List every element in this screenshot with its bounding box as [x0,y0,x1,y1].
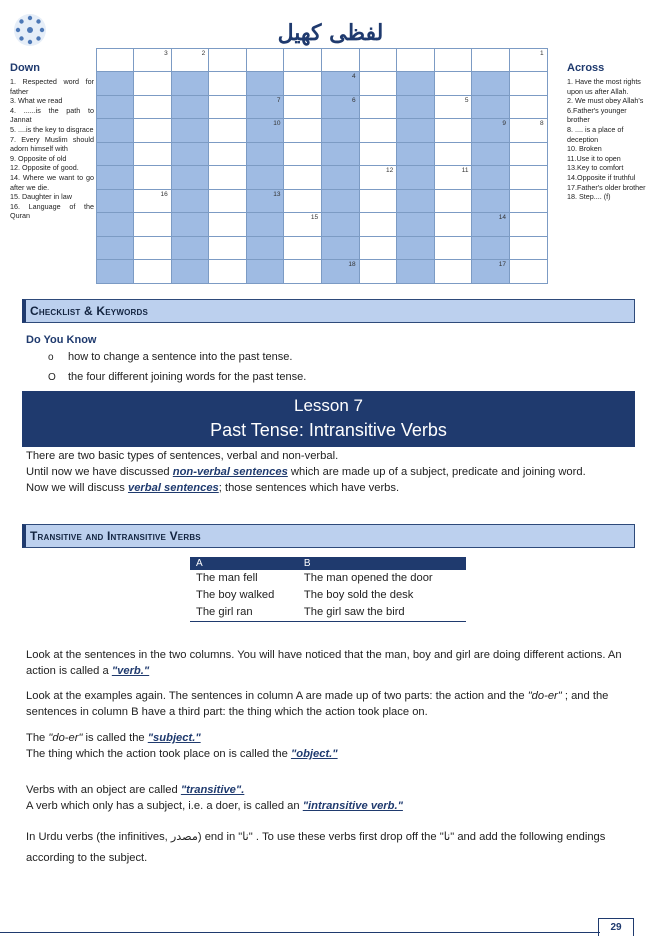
cell-number: 2 [201,49,206,57]
crossword-cell [96,236,135,261]
crossword-cell [434,165,473,190]
cell-number: 7 [276,96,281,104]
across-clue: 17.Father's older brother [567,182,646,192]
crossword-cell [171,259,210,284]
table-header-row [190,557,466,570]
crossword-cell [509,259,548,284]
crossword-cell [208,212,247,237]
crossword-cell [509,212,548,237]
crossword-cell [283,212,322,237]
across-clue: 2. We must obey Allah's [567,96,644,106]
across-clue: 11.Use it to open [567,153,621,163]
crossword-cell [471,212,510,237]
down-clue: 3. What we read [10,96,63,106]
crossword-cell [434,95,473,120]
crossword-cell [509,142,548,167]
crossword-cell [96,212,135,237]
example-table [190,557,466,622]
table-cell: The girl saw the bird [298,604,466,622]
crossword-cell [171,165,210,190]
crossword-cell [208,48,247,73]
lesson-title: Past Tense: Intransitive Verbs [210,420,447,440]
crossword-cell [509,189,548,214]
table-row [190,570,466,587]
crossword-cell [321,118,360,143]
crossword-cell [208,95,247,120]
crossword-cell [509,236,548,261]
across-clue: 18. Step.... (f) [567,192,611,202]
crossword-cell [133,142,172,167]
crossword-cell [321,236,360,261]
crossword-cell [359,48,398,73]
crossword-cell [509,165,548,190]
crossword-cell [96,165,135,190]
cell-number: 9 [502,120,507,127]
crossword-cell [96,189,135,214]
crossword-cell [246,118,285,143]
down-clues [10,62,94,221]
footer-rule [0,932,600,933]
crossword-cell [359,118,398,143]
crossword-cell [321,95,360,120]
crossword-cell [321,212,360,237]
crossword-cell [471,165,510,190]
crossword-cell [509,48,548,73]
down-clue: 7. Every Muslim should adorn himself with [10,134,94,154]
crossword-cell [396,165,435,190]
cell-number: 18 [348,261,356,268]
crossword-cell [96,48,135,73]
crossword-cell [359,189,398,214]
crossword-cell [396,95,435,120]
cell-number: 5 [464,96,469,104]
across-clues [567,62,651,202]
crossword-cell [246,95,285,120]
bullet-item [48,371,306,383]
crossword-cell [133,118,172,143]
crossword-cell [321,71,360,96]
crossword-cell [133,95,172,120]
crossword-cell [434,189,473,214]
crossword-cell [359,95,398,120]
transitive-line: Verbs with an object are called "transitive". [26,784,245,796]
crossword-cell [359,236,398,261]
paragraph-subject-object [26,730,626,762]
cell-number: 15 [310,214,319,221]
crossword-cell [321,142,360,167]
crossword-cell [283,189,322,214]
paragraph-urdu-verbs: In Urdu verbs (the infinitives, مصدر) end in "نا" . To use these verbs first drop off the "نا" and add the following endings according to the subject. [26,830,606,864]
crossword-cell [96,259,135,284]
page-number: 29 [598,918,634,936]
table-cell: The boy walked [196,589,275,601]
crossword-cell [434,236,473,261]
down-title: Down [10,62,40,74]
crossword-cell [283,236,322,261]
crossword-cell [359,165,398,190]
crossword-cell [246,212,285,237]
crossword-cell [321,48,360,73]
keyword-verb: "verb." [111,665,150,677]
urdu-masdar: مصدر [170,830,198,843]
crossword-cell [396,236,435,261]
crossword-cell [283,118,322,143]
crossword-cell [246,165,285,190]
keyword-non-verbal: non-verbal sentences [172,466,288,478]
cell-number: 4 [352,73,356,80]
bullet-text: the four different joining words for the past tense. [68,371,307,383]
crossword-cell [321,259,360,284]
crossword-cell [246,259,285,284]
crossword-cell [396,259,435,284]
crossword-cell [396,71,435,96]
section-checklist-bar: Checklist & Keywords [22,299,635,323]
cell-number: 11 [461,167,469,174]
crossword-cell [133,189,172,214]
crossword-cell [434,118,473,143]
crossword-cell [509,118,548,143]
urdu-na: نا [443,830,451,843]
subject-line: The "do-er" is called the "subject." [26,732,201,744]
crossword-cell [133,236,172,261]
crossword-cell [208,165,247,190]
cell-number: 16 [160,190,168,198]
paragraph-verb: Look at the sentences in the two columns. You will have noticed that the man, boy and girl are doing different actions. An action is called a "verb." [26,649,622,677]
crossword-cell [471,118,510,143]
crossword-cell [396,118,435,143]
table-cell: The man opened the door [303,572,433,584]
keyword-transitive: "transitive". [180,784,245,796]
crossword-cell [471,259,510,284]
down-clue: 14. Where we want to go after we die. [10,172,94,192]
crossword-cell [171,212,210,237]
section-transitive-bar: Transitive and Intransitive Verbs [22,524,635,548]
column-header: B [298,557,466,570]
crossword-cell [133,212,172,237]
crossword-cell [171,236,210,261]
object-line: The thing which the action took place on is called the "object." [26,748,338,760]
down-clue: 9. Opposite of old [10,153,67,163]
crossword-cell [208,71,247,96]
crossword-cell [171,95,210,120]
bullet-text: how to change a sentence into the past tense. [68,351,293,363]
crossword-cell [246,189,285,214]
crossword-cell [208,236,247,261]
crossword-cell [171,71,210,96]
crossword-cell [471,236,510,261]
cell-number: 3 [164,49,168,57]
lesson-number: Lesson 7 [294,396,363,415]
crossword-cell [359,259,398,284]
cell-number: 14 [498,214,507,221]
table-cell: The boy sold the desk [303,589,414,601]
crossword-cell [471,48,510,73]
crossword-cell [96,118,135,143]
across-clue: 8. .... is a place of deception [567,124,624,144]
down-clue: 4. ......is the path to Jannat [10,105,94,125]
do-you-know-heading: Do You Know [26,334,97,346]
crossword-cell [283,142,322,167]
intro-line-1: There are two basic types of sentences, verbal and non-verbal. [26,450,339,462]
down-clue: 1. Respected word for father [10,77,94,96]
crossword-cell [396,142,435,167]
keyword-subject: "subject." [147,732,201,744]
cell-number: 17 [498,261,507,268]
keyword-object: "object." [290,748,338,760]
cell-number: 13 [273,190,281,198]
crossword-cell [283,95,322,120]
across-clue: 6.Father's younger brother [567,105,627,125]
across-clue: 14.Opposite if truthful [567,172,636,182]
crossword-cell [171,48,210,73]
urdu-title: لفظی کھیل [277,20,384,46]
crossword-cell [434,71,473,96]
crossword-cell [471,95,510,120]
crossword-cell [283,48,322,73]
crossword-cell [246,236,285,261]
down-clue: 15. Daughter in law [10,192,72,202]
crossword-cell [471,71,510,96]
paragraph-examples: Look at the examples again. The sentences in column A are made up of two parts: the action and the "do-er" ; and the sentences in column B have a third part: the thing which the action took place on. [26,690,609,718]
table-row [190,604,466,622]
crossword-cell [359,142,398,167]
crossword-cell [396,189,435,214]
bullet-marker: O [48,372,56,383]
crossword-cell [434,259,473,284]
crossword-cell [471,189,510,214]
crossword-cell [434,212,473,237]
urdu-na: نا [242,830,249,843]
crossword-cell [208,259,247,284]
column-header: A [190,557,298,570]
crossword-cell [321,165,360,190]
paragraph-transitive [26,782,626,814]
crossword-cell [246,48,285,73]
cell-number: 12 [386,167,394,174]
crossword-cell [359,71,398,96]
intro-line-3: Now we will discuss verbal sentences; those sentences which have verbs. [26,482,400,494]
crossword-cell [171,189,210,214]
intransitive-line: A verb which only has a subject, i.e. a doer, is called an "intransitive verb." [26,800,403,812]
bullet-item [48,351,292,363]
down-clue: 5. ....is the key to disgrace [10,124,94,134]
across-title: Across [567,62,605,74]
crossword-cell [283,259,322,284]
crossword-cell [208,189,247,214]
crossword-cell [321,189,360,214]
crossword-cell [171,142,210,167]
crossword-cell [133,71,172,96]
crossword-cell [96,142,135,167]
cell-number: 6 [352,96,356,104]
crossword-cell [434,142,473,167]
crossword-cell [246,71,285,96]
bullet-marker: o [48,352,54,363]
crossword-cell [133,259,172,284]
crossword-cell [396,48,435,73]
across-clue: 10. Broken [567,144,602,154]
crossword-cell [359,212,398,237]
crossword-cell [283,165,322,190]
crossword-cell [171,118,210,143]
intro-paragraph [26,448,626,496]
table-cell: The man fell [196,572,258,584]
keyword-verbal: verbal sentences [127,482,219,494]
cell-number: 8 [540,120,544,127]
lesson-banner [22,391,635,447]
crossword-cell [509,71,548,96]
crossword-cell [96,71,135,96]
across-clue: 1. Have the most rights upon us after Allah. [567,77,641,96]
crossword-cell [396,212,435,237]
crossword-cell [283,71,322,96]
crossword-cell [96,95,135,120]
crossword-cell [471,142,510,167]
crossword-cell [509,95,548,120]
table-row [190,587,466,604]
intro-line-2: Until now we have discussed non-verbal sentences which are made up of a subject, predicate and joining word. [26,466,586,478]
crossword-cell [208,142,247,167]
cell-number: 10 [273,120,281,127]
crossword-cell [246,142,285,167]
keyword-intransitive: "intransitive verb." [302,800,403,812]
down-clue: 12. Opposite of good. [10,163,79,173]
crossword-cell [434,48,473,73]
cell-number: 1 [540,49,544,57]
crossword-cell [208,118,247,143]
across-clue: 13.Key to comfort [567,163,624,173]
down-clue: 16. Language of the Quran [10,201,94,221]
table-cell: The girl ran [190,604,298,622]
crossword-cell [133,48,172,73]
crossword-grid [96,48,547,283]
crossword-cell [133,165,172,190]
